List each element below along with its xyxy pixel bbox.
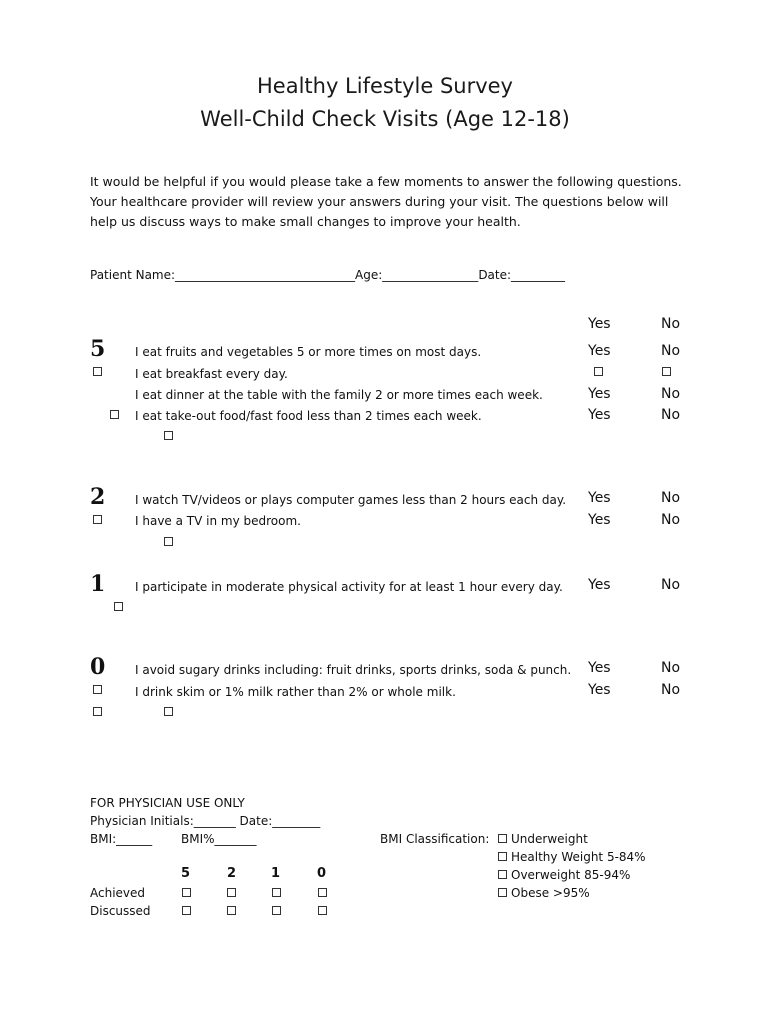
bmi-field[interactable]: BMI:______ (90, 832, 153, 846)
answer-yes[interactable]: Yes (588, 512, 611, 528)
healthy-weight-label: Healthy Weight 5-84% (511, 850, 646, 864)
section-2-checkbox[interactable] (93, 515, 102, 524)
question-physical-activity: I participate in moderate physical activity for at least 1 hour every day. (135, 580, 563, 594)
grid-col-0: 0 (317, 866, 327, 881)
healthy-weight-checkbox[interactable] (498, 852, 507, 861)
answer-yes-checkbox[interactable] (594, 367, 603, 376)
overweight-label: Overweight 85-94% (511, 868, 631, 882)
question-family-dinner: I eat dinner at the table with the family 2 or more times each week. (135, 388, 543, 402)
section-5-checkbox[interactable] (110, 410, 119, 419)
survey-title: Healthy Lifestyle Survey (257, 74, 513, 98)
answer-no[interactable]: No (661, 490, 681, 506)
date-field[interactable]: Date:_________ (478, 268, 566, 282)
question-breakfast: I eat breakfast every day. (135, 367, 288, 381)
section-number-5: 5 (90, 336, 106, 362)
discussed-checkbox-5[interactable] (182, 906, 191, 915)
question-milk: I drink skim or 1% milk rather than 2% or whole milk. (135, 685, 456, 699)
intro-paragraph: It would be helpful if you would please take a few moments to answer the following questions. Your healthcare provider will review your answers during your visit. The questions below will help us discuss ways to make small changes to improve your health. (90, 174, 682, 229)
achieved-checkbox-2[interactable] (227, 888, 236, 897)
bmi-classification-label: BMI Classification: (380, 832, 490, 846)
age-field[interactable]: Age:________________ (355, 268, 479, 282)
no-column-header: No (661, 316, 681, 332)
section-5-checkbox[interactable] (93, 367, 102, 376)
answer-no[interactable]: No (661, 577, 681, 593)
section-number-0: 0 (90, 654, 106, 680)
discussed-checkbox-1[interactable] (272, 906, 281, 915)
question-fruits-vegetables: I eat fruits and vegetables 5 or more times on most days. (135, 345, 482, 359)
question-screen-time: I watch TV/videos or plays computer games less than 2 hours each day. (135, 493, 567, 507)
answer-yes[interactable]: Yes (588, 490, 611, 506)
answer-no[interactable]: No (661, 660, 681, 676)
grid-col-2: 2 (227, 866, 237, 881)
physician-initials-line[interactable]: Physician Initials:_______ Date:________ (90, 814, 321, 828)
underweight-label: Underweight (511, 832, 588, 846)
answer-no[interactable]: No (661, 512, 681, 528)
answer-yes[interactable]: Yes (588, 577, 611, 593)
yes-column-header: Yes (588, 316, 611, 332)
answer-no[interactable]: No (661, 343, 681, 359)
achieved-checkbox-0[interactable] (318, 888, 327, 897)
answer-yes[interactable]: Yes (588, 407, 611, 423)
section-5-checkbox[interactable] (164, 431, 173, 440)
discussed-checkbox-2[interactable] (227, 906, 236, 915)
physician-header: FOR PHYSICIAN USE ONLY (90, 796, 245, 810)
answer-yes[interactable]: Yes (588, 682, 611, 698)
section-2-checkbox[interactable] (164, 537, 173, 546)
question-sugary-drinks: I avoid sugary drinks including: fruit drinks, sports drinks, soda & punch. (135, 663, 572, 677)
section-0-checkbox[interactable] (93, 707, 102, 716)
answer-yes[interactable]: Yes (588, 660, 611, 676)
achieved-checkbox-5[interactable] (182, 888, 191, 897)
section-0-checkbox[interactable] (93, 685, 102, 694)
answer-yes[interactable]: Yes (588, 386, 611, 402)
answer-no-checkbox[interactable] (662, 367, 671, 376)
section-number-2: 2 (90, 484, 106, 510)
grid-col-5: 5 (181, 866, 191, 881)
bmi-percent-field[interactable]: BMI%_______ (181, 832, 257, 846)
section-number-1: 1 (90, 571, 106, 597)
grid-col-1: 1 (271, 866, 281, 881)
answer-no[interactable]: No (661, 386, 681, 402)
achieved-label: Achieved (90, 886, 146, 900)
section-0-checkbox[interactable] (164, 707, 173, 716)
answer-yes[interactable]: Yes (588, 343, 611, 359)
answer-no[interactable]: No (661, 682, 681, 698)
answer-no[interactable]: No (661, 407, 681, 423)
discussed-label: Discussed (90, 904, 151, 918)
discussed-checkbox-0[interactable] (318, 906, 327, 915)
achieved-checkbox-1[interactable] (272, 888, 281, 897)
obese-checkbox[interactable] (498, 888, 507, 897)
underweight-checkbox[interactable] (498, 834, 507, 843)
section-1-checkbox[interactable] (114, 602, 123, 611)
obese-label: Obese >95% (511, 886, 590, 900)
question-tv-bedroom: I have a TV in my bedroom. (135, 514, 301, 528)
question-fast-food: I eat take-out food/fast food less than 2 times each week. (135, 409, 482, 423)
patient-name-field[interactable]: Patient Name:______________________________ (90, 268, 356, 282)
survey-subtitle: Well-Child Check Visits (Age 12-18) (200, 107, 570, 131)
patient-info-line (90, 268, 565, 282)
overweight-checkbox[interactable] (498, 870, 507, 879)
